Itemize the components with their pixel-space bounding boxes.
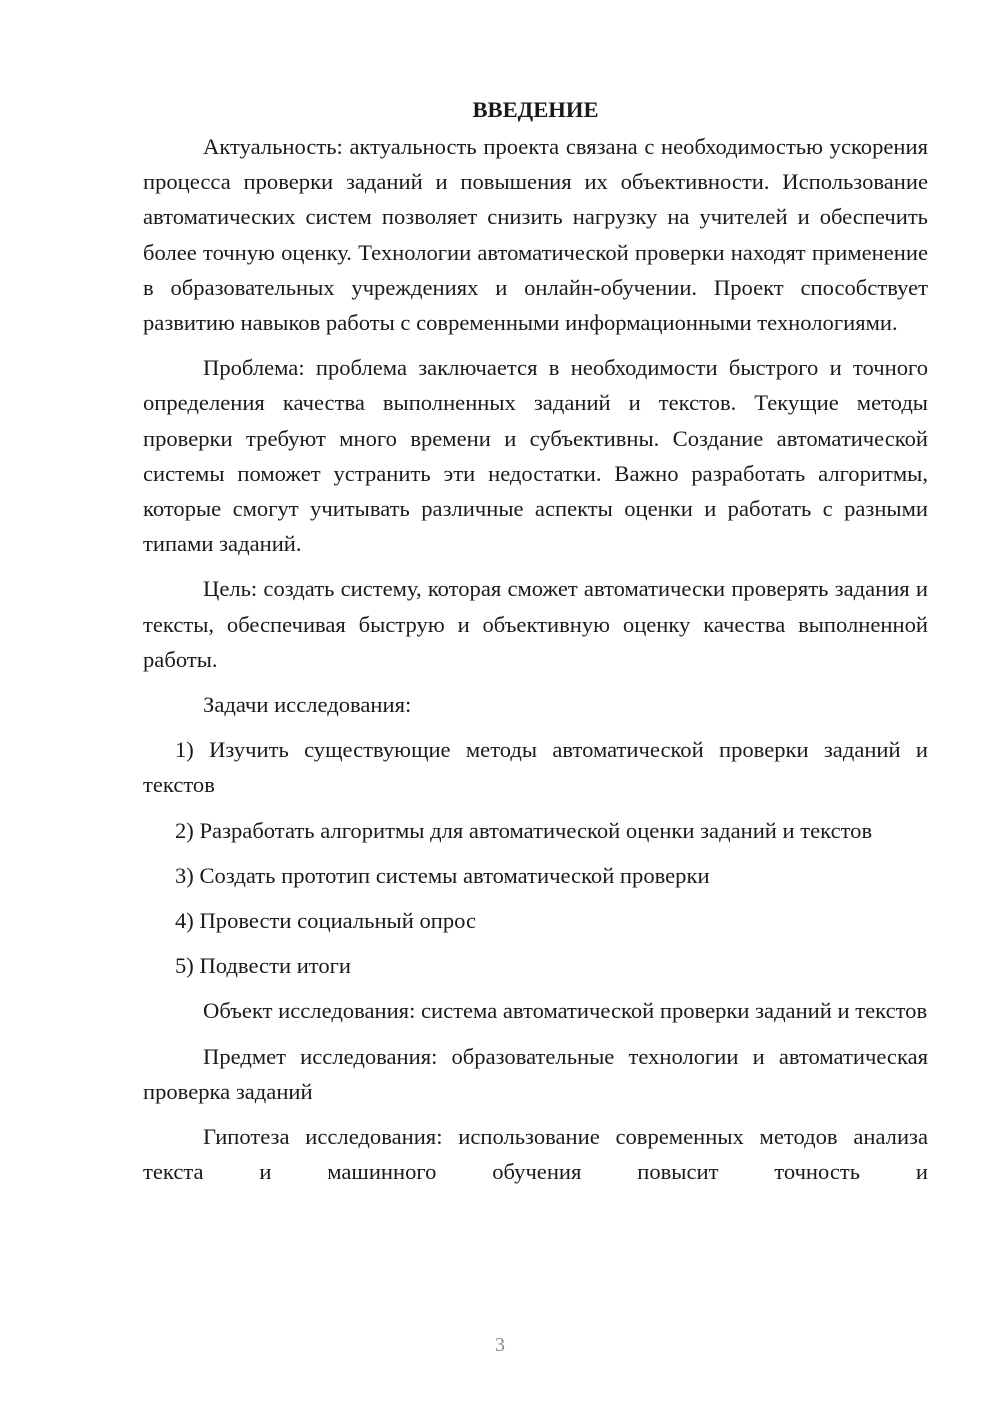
goal-paragraph: Цель: создать систему, которая сможет автоматически проверять задания и тексты, обеспечивая быструю и объективную оценку качества выполненной работы. [143, 576, 928, 672]
hypothesis-paragraph: Гипотеза исследования: использование современных методов анализа текста и машинного обучения повысит точность и [143, 1124, 928, 1185]
page-number: 3 [495, 1334, 505, 1356]
task-item: 5) Подвести итоги [175, 953, 352, 979]
object-paragraph: Объект исследования: система автоматической проверки заданий и текстов [203, 998, 928, 1024]
task-item: 4) Провести социальный опрос [175, 908, 477, 934]
task-item: 3) Создать прототип системы автоматической проверки [175, 862, 710, 888]
page-title: ВВЕДЕНИЕ [472, 97, 599, 122]
tasks-heading: Задачи исследования: [203, 692, 412, 718]
task-item: 2) Разработать алгоритмы для автоматической оценки заданий и текстов [175, 817, 873, 843]
problem-paragraph: Проблема: проблема заключается в необходимости быстрого и точного определения качества выполненных заданий и текстов. Текущие методы проверки требуют много времени и субъективны. Создание автоматической системы поможет устранить эти недостатки. Важно разработать алгоритмы, которые смогут учитывать различные аспекты оценки и работать с разными типами заданий. [143, 355, 928, 557]
task-item: 1) Изучить существующие методы автоматической проверки заданий и текстов [143, 737, 928, 798]
page-content [143, 92, 928, 1199]
subject-paragraph: Предмет исследования: образовательные технологии и автоматическая проверка заданий [143, 1043, 928, 1104]
relevance-paragraph: Актуальность: актуальность проекта связана с необходимостью ускорения процесса проверки заданий и повышения их объективности. Использование автоматических систем позволяет снизить нагрузку на учителей и обеспечить более точную оценку. Технологии автоматической проверки находят применение в образовательных учреждениях и онлайн-обучении. Проект способствует развитию навыков работы с современными информационными технологиями. [143, 134, 928, 336]
